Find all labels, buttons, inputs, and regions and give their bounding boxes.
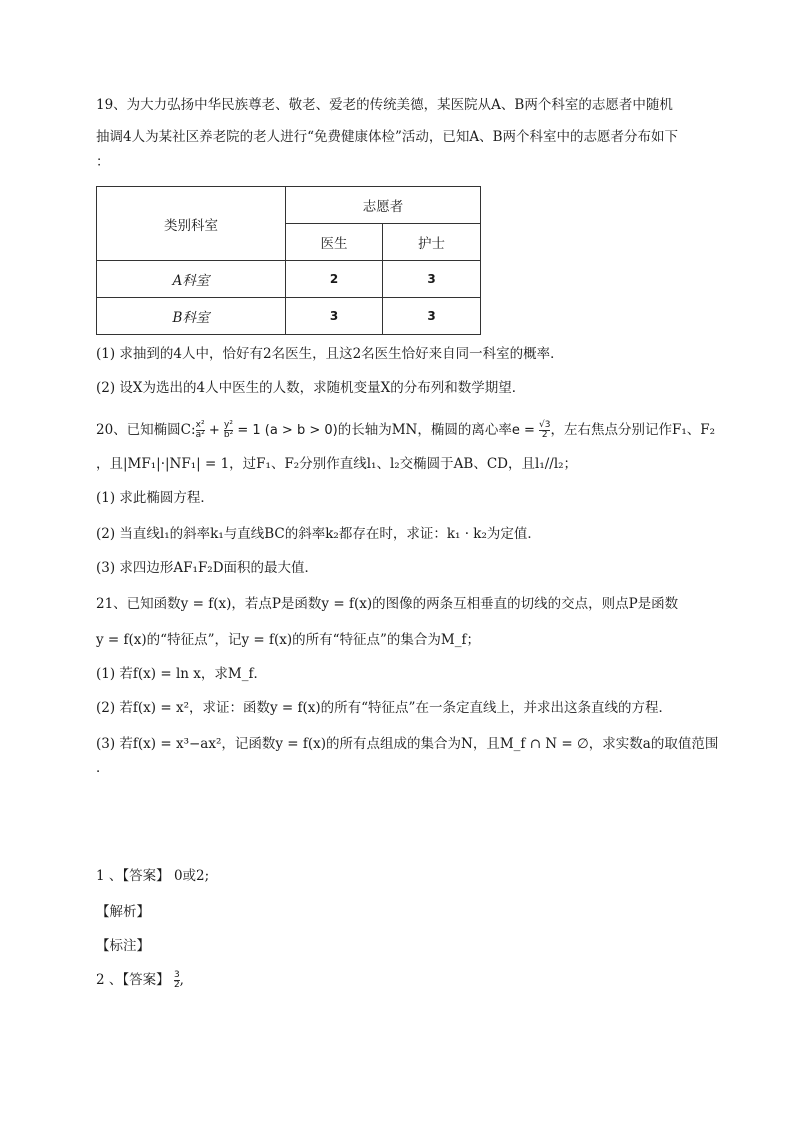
table-subheader-nurse: 护士 [383, 224, 481, 261]
q21-sub-3-end: ． [96, 760, 110, 776]
ellipse-equation: $\frac{\text{x²}}{\text{a²}}$ + $\frac{\text{y²}}{\text{b²}}$ = 1 (a > b > 0) [195, 420, 338, 440]
table-cell: 2 [286, 261, 383, 298]
q20-sub-1: (1) 求此椭圆方程． [96, 490, 214, 506]
answer-label: 【答案】 [122, 972, 170, 988]
q20-line-2: ，且|MF₁|·|NF₁| = 1，过F₁、F₂分别作直线l₁、l₂交椭圆于AB、CD，且l₁//l₂； [96, 456, 578, 472]
q19-line-2: 抽调4人为某社区养老院的老人进行“免费健康体检”活动，已知A、B两个科室中的志愿者分布如下 [96, 129, 679, 145]
table-row-label: A科室 [97, 261, 286, 298]
table-subheader-doctor: 医生 [286, 224, 383, 261]
answer-value: 0或2; [173, 868, 210, 884]
q19-sub-2: (2) 设X为选出的4人中医生的人数，求随机变量X的分布列和数学期望． [96, 380, 526, 396]
volunteer-table [96, 186, 481, 335]
table-row [97, 298, 481, 335]
q19-line-1: 19、为大力弘扬中华民族尊老、敬老、爱老的传统美德，某医院从A、B两个科室的志愿者中随机 [96, 97, 673, 113]
q20-line-1-a: 20、已知椭圆C: [96, 422, 196, 438]
table-row-label: B科室 [97, 298, 286, 335]
table-header-volunteer: 志愿者 [286, 187, 481, 224]
q21-sub-1: (1) 若f(x) = ln x，求M_f． [96, 666, 267, 682]
q20-line-1-b: 的长轴为MN，椭圆的离心率 [337, 422, 512, 438]
q20-line-1 [96, 420, 716, 441]
table-cell: 3 [383, 261, 481, 298]
q20-line-1-c: ，左右焦点分别记作F₁、F₂ [550, 422, 716, 438]
answer-value: , [179, 972, 184, 988]
tag-label: 【标注】 [96, 938, 150, 954]
q19-sub-1: (1) 求抽到的4人中，恰好有2名医生，且这2名医生恰好来自同一科室的概率． [96, 346, 564, 362]
table-cell: 3 [286, 298, 383, 335]
q19-line-3: ： [96, 154, 110, 170]
q21-line-1: 21、已知函数y = f(x)，若点P是函数y = f(x)的图像的两条互相垂直的切线的交点，则点P是函数 [96, 596, 679, 612]
answer-num: 1 、 [96, 868, 123, 884]
q21-line-2: y = f(x)的“特征点”，记y = f(x)的所有“特征点”的集合为M_f； [96, 632, 481, 648]
table-cell: 3 [383, 298, 481, 335]
table-row [97, 261, 481, 298]
q21-sub-2: (2) 若f(x) = x²，求证：函数y = f(x)的所有“特征点”在一条定直线上，并求出这条直线的方程． [96, 700, 672, 716]
analysis-label: 【解析】 [96, 904, 150, 920]
answer-fraction: $\frac{3}{2}$ [173, 970, 180, 990]
q20-sub-2: (2) 当直线l₁的斜率k₁与直线BC的斜率k₂都存在时，求证：k₁ · k₂为定值． [96, 526, 541, 542]
table-header-category: 类别科室 [97, 187, 286, 261]
answer-1 [96, 866, 706, 886]
answer-label: 【答案】 [122, 868, 170, 884]
answer-num: 2 、 [96, 972, 123, 988]
q20-sub-3: (3) 求四边形AF₁F₂D面积的最大值． [96, 560, 319, 576]
answer-2 [96, 970, 706, 990]
q21-sub-3: (3) 若f(x) = x³−ax²，记函数y = f(x)的所有点组成的集合为N，且M_f ∩ N = ∅，求实数a的取值范围 [96, 736, 719, 752]
eccentricity-equation: e = $\frac{√3}{2}$ [511, 420, 551, 440]
